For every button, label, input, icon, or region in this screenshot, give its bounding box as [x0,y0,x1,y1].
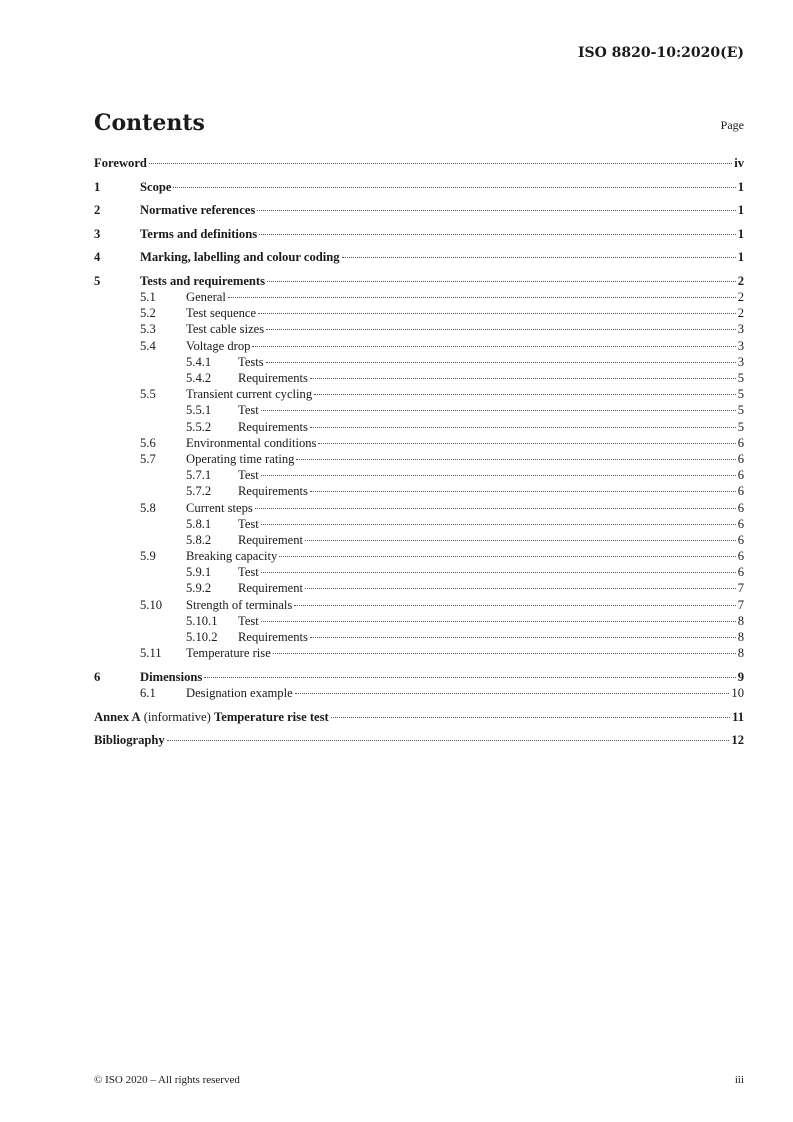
toc-entry[interactable] [94,732,744,748]
toc-entry[interactable] [94,669,744,685]
page-title: Contents [94,110,205,136]
dot-leader [318,443,735,444]
toc-entry-label: Operating time rating [186,451,295,466]
toc-entry[interactable] [94,564,744,580]
dot-leader [310,378,736,379]
document-id: ISO 8820-10:2020(E) [577,45,744,61]
dot-leader [252,346,735,347]
toc-entry-page: iv [734,156,744,170]
annex-title: Temperature rise test [213,709,329,724]
toc-entry-page: 1 [737,226,744,241]
dot-leader [261,572,736,573]
toc-entry-label: Current steps [186,500,253,515]
toc-entry-number: 5.8.1 [186,516,212,531]
toc-entry-label [94,709,329,725]
toc-entry-label: Marking, labelling and colour coding [140,250,340,265]
toc-entry[interactable] [94,273,744,289]
dot-leader [258,313,736,314]
toc-entry-number: 2 [94,203,101,218]
toc-entry[interactable] [94,289,744,305]
toc-entry-number: 5.5.1 [186,403,212,418]
toc-entry-page: 1 [737,250,744,265]
toc-entry-number: 4 [94,250,101,265]
dot-leader [310,637,736,638]
toc-entry[interactable] [94,338,744,354]
toc-entry-number: 5.10.1 [186,613,218,628]
toc-entry-number: 6.1 [140,685,156,700]
toc-entry-number: 5.11 [140,646,162,661]
toc-entry-page: 6 [737,549,744,564]
toc-entry[interactable] [94,386,744,402]
toc-entry-page: 7 [737,597,744,612]
toc-entry-number: 5.10 [140,597,163,612]
toc-entry[interactable] [94,548,744,564]
dot-leader [204,677,735,678]
toc-entry-page: 6 [737,468,744,483]
toc-entry-label: Test cable sizes [186,322,265,337]
toc-entry-page: 6 [737,435,744,450]
dot-leader [294,605,735,606]
toc-entry-label: Requirement [238,581,304,596]
dot-leader [255,508,736,509]
toc-entry-label: Test [238,516,259,531]
toc-entry[interactable] [94,226,744,242]
toc-entry-page: 8 [737,613,744,628]
toc-entry-label: Environmental conditions [186,435,317,450]
toc-entry-number: 5.9.2 [186,581,212,596]
dot-leader [310,427,736,428]
toc-entry[interactable] [94,645,744,661]
toc-entry-page: 1 [737,179,744,194]
toc-entry[interactable] [94,483,744,499]
toc-entry-page: 6 [737,516,744,531]
toc-entry-page: 3 [737,322,744,337]
dot-leader [261,621,736,622]
toc-entry-label: Bibliography [94,733,165,748]
toc-entry[interactable] [94,516,744,532]
toc-entry-number: 5.7.1 [186,468,212,483]
dot-leader [167,740,730,741]
toc-entry-number: 5.4.2 [186,371,212,386]
dot-leader [314,394,736,395]
dot-leader [305,540,736,541]
toc-entry[interactable] [94,435,744,451]
dot-leader [273,653,736,654]
annex-prefix: Annex A [94,709,141,724]
toc-entry-number: 5.2 [140,306,156,321]
toc-entry-label: Scope [140,179,172,194]
dot-leader [261,410,736,411]
dot-leader [266,362,736,363]
toc-entry[interactable] [94,467,744,483]
dot-leader [173,187,735,188]
toc-entry-page: 5 [737,387,744,402]
toc-entry-label: Requirements [238,630,308,645]
toc-entry-label: Dimensions [140,669,203,684]
toc-entry[interactable] [94,532,744,548]
page-column-label: Page [720,118,744,132]
toc-entry-label: Terms and definitions [140,226,258,241]
dot-leader [279,556,735,557]
toc-entry[interactable] [94,451,744,467]
dot-leader [331,717,730,718]
toc-entry-number: 5.9.1 [186,565,212,580]
toc-entry-number: 5.6 [140,435,156,450]
toc-entry-label: Test [238,468,259,483]
toc-entry-page: 2 [737,273,744,288]
dot-leader [228,297,736,298]
toc-entry-page: 7 [737,581,744,596]
dot-leader [305,588,736,589]
toc-entry-label: Strength of terminals [186,597,293,612]
dot-leader [149,163,732,164]
toc-entry-label: Breaking capacity [186,549,278,564]
toc-entry-number: 5.10.2 [186,630,218,645]
toc-entry-page: 10 [731,685,744,700]
toc-entry[interactable] [94,402,744,418]
toc-entry-label: General [186,290,226,305]
toc-entry-label: Voltage drop [186,338,251,353]
dot-leader [261,524,736,525]
toc-entry-number: 5.8.2 [186,532,212,547]
toc-entry[interactable] [94,202,744,218]
toc-entry-page: 3 [737,354,744,369]
toc-entry[interactable] [94,305,744,321]
toc-entry-label: Temperature rise [186,646,271,661]
toc-entry-page: 3 [737,338,744,353]
toc-entry-page: 6 [737,500,744,515]
toc-entry-page: 8 [737,646,744,661]
toc-entry-page: 6 [737,565,744,580]
toc-entry-label: Designation example [186,685,293,700]
copyright-notice: © ISO 2020 – All rights reserved [94,1074,240,1086]
dot-leader [310,491,736,492]
toc-entry-page: 6 [737,532,744,547]
toc-entry-label: Tests and requirements [140,273,266,288]
toc-entry[interactable] [94,179,744,195]
toc-entry-number: 5.3 [140,322,156,337]
toc-entry-label: Test [238,613,259,628]
dot-leader [296,459,735,460]
toc-entry-label: Normative references [140,203,256,218]
toc-entry-page: 12 [731,733,744,748]
toc-entry-label: Requirements [238,371,308,386]
dot-leader [257,210,735,211]
toc-entry-page: 8 [737,630,744,645]
toc-entry-number: 5.5 [140,387,156,402]
toc-entry-number: 5.9 [140,549,156,564]
toc-entry-number: 5.1 [140,290,156,305]
dot-leader [266,329,736,330]
dot-leader [261,475,736,476]
page-number: iii [734,1074,744,1086]
toc-entry[interactable] [94,155,744,171]
toc-entry[interactable] [94,597,744,613]
toc-entry-number: 5.4.1 [186,354,212,369]
toc-entry-number: 5.8 [140,500,156,515]
toc-entry-page: 1 [737,203,744,218]
toc-entry-label: Test [238,403,259,418]
toc-entry[interactable] [94,370,744,386]
toc-entry[interactable] [94,249,744,265]
toc-entry-number: 6 [94,669,101,684]
toc-entry-number: 5.7 [140,451,156,466]
toc-entry[interactable] [94,709,744,725]
toc-entry[interactable] [94,354,744,370]
toc-entry-page: 5 [737,419,744,434]
toc-entry-number: 5 [94,273,101,288]
toc-entry[interactable] [94,419,744,435]
annex-qualifier: (informative) [140,709,214,724]
toc-entry-page: 2 [737,290,744,305]
toc-entry[interactable] [94,580,744,596]
toc-entry-number: 3 [94,226,101,241]
toc-entry-page: 9 [737,669,744,684]
toc-entry-label: Foreword [94,156,147,170]
toc-entry[interactable] [94,685,744,701]
toc-entry-page: 5 [737,403,744,418]
toc-entry[interactable] [94,613,744,629]
toc-entry-number: 1 [94,179,101,194]
toc-entry-page: 2 [737,306,744,321]
toc-entry-number: 5.5.2 [186,419,212,434]
toc-entry-page: 11 [732,709,744,724]
dot-leader [295,693,730,694]
toc-entry-number: 5.4 [140,338,156,353]
toc-entry-page: 6 [737,484,744,499]
dot-leader [267,281,736,282]
toc-entry-label: Requirements [238,419,308,434]
toc-entry-page: 6 [737,451,744,466]
toc-entry-label: Test [238,565,259,580]
toc-entry[interactable] [94,629,744,645]
dot-leader [342,257,736,258]
toc-entry[interactable] [94,321,744,337]
toc-entry-label: Requirement [238,532,304,547]
toc-entry-page: 5 [737,371,744,386]
toc-entry[interactable] [94,500,744,516]
toc-entry-label: Requirements [238,484,308,499]
toc-entry-label: Test sequence [186,306,257,321]
dot-leader [259,234,736,235]
toc-entry-number: 5.7.2 [186,484,212,499]
toc-entry-label: Tests [238,354,264,369]
table-of-contents [94,155,744,748]
toc-entry-label: Transient current cycling [186,387,313,402]
